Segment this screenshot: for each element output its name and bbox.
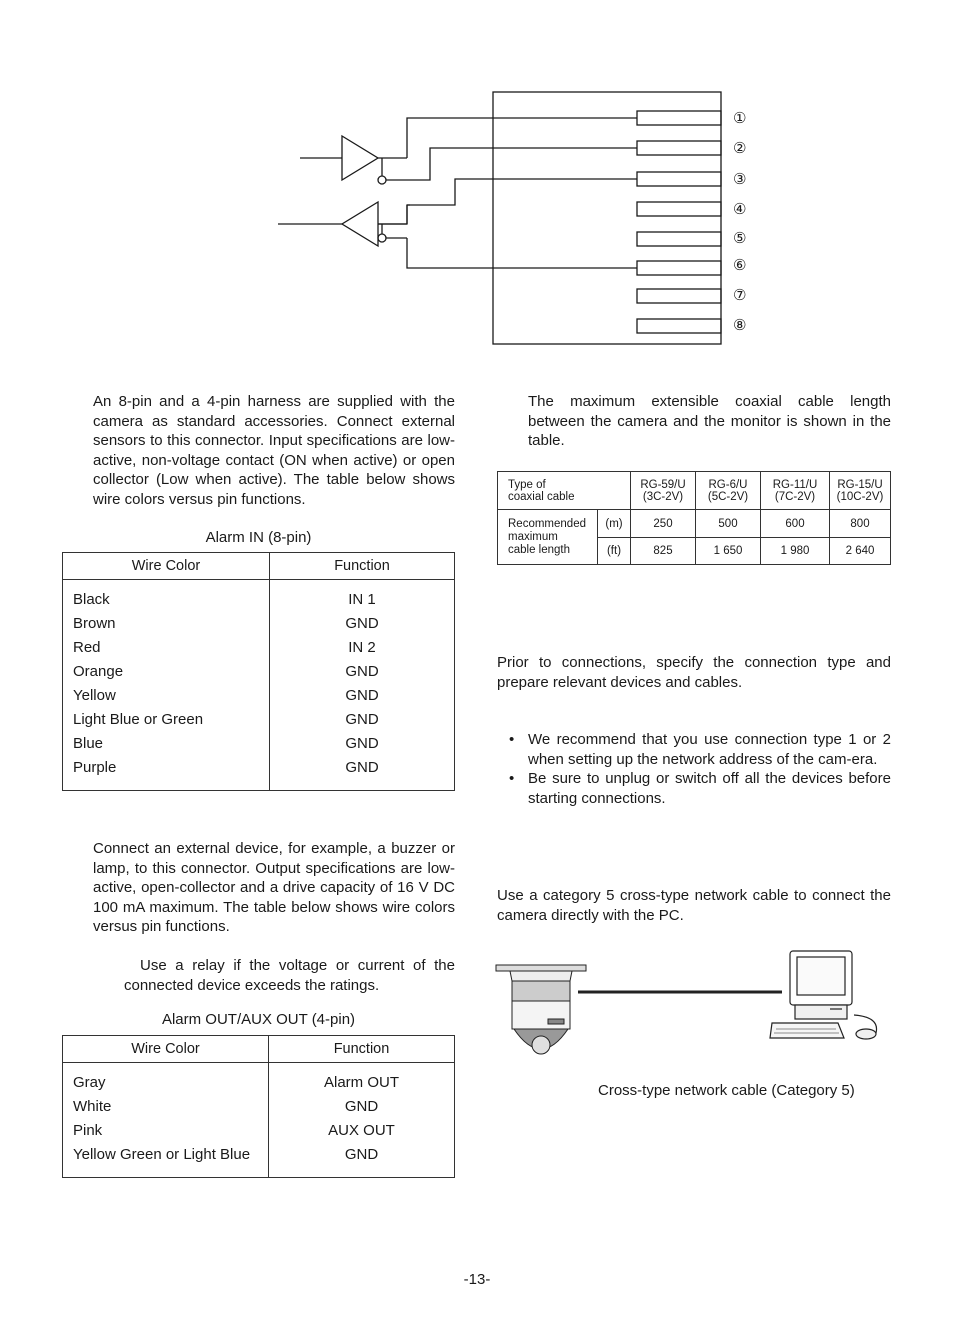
length-label-line: maximum	[508, 530, 558, 543]
bullet-item: • We recommend that you use connection type 1 or 2 when setting up the network address of the cam-era.	[497, 730, 891, 769]
table-cell: GND	[345, 759, 379, 776]
cable-name: RG-11/U	[772, 478, 818, 491]
table-cell: GND	[344, 1146, 379, 1163]
table-cell: GND	[345, 711, 379, 728]
alarm-out-paragraph: Connect an external device, for example, a buzzer or lamp, to this connector. Output specifications are low-active, open-collector and a drive capacity of 16 V DC 100 mA maximum. The table below shows wire colors versus pin functions.	[93, 840, 455, 935]
unit-cell: (m)	[598, 510, 631, 538]
function-column	[270, 580, 455, 791]
alarm-in-caption: Alarm IN (8-pin)	[205, 529, 312, 546]
pin-label: ②	[733, 140, 747, 157]
type-label-cell	[498, 472, 631, 510]
prior-paragraph: Prior to connections, specify the connection type and prepare relevant devices and cables.	[497, 654, 891, 691]
table-cell: 800	[830, 510, 891, 538]
cable-code: (7C-2V)	[774, 490, 816, 503]
note-bullet-list	[497, 730, 891, 808]
alarm-in-table	[62, 552, 455, 791]
page-number: -13-	[463, 1271, 491, 1288]
table-header-function: Function	[270, 553, 455, 580]
pin-label: ①	[733, 110, 747, 127]
length-label-line: Recommended	[508, 517, 586, 530]
pin-label: ③	[733, 171, 747, 188]
table-cell: Blue	[73, 735, 104, 752]
circuit-diagram	[0, 0, 954, 360]
cable-header	[696, 472, 761, 510]
table-cell: 250	[631, 510, 696, 538]
coax-cable-table	[497, 471, 891, 565]
wire-color-column	[63, 580, 270, 791]
alarm-in-paragraph: An 8-pin and a 4-pin harness are supplied with the camera as standard accessories. Connect external sensors to this connector. Input specifications are low-active, non-voltage contact (ON when active) or open collector (Low when active). The table below shows wire colors versus pin functions.	[93, 393, 455, 508]
table-cell: Gray	[73, 1074, 106, 1091]
cable-name: RG-59/U	[640, 478, 686, 491]
cable-caption: Cross-type network cable (Category 5)	[598, 1082, 855, 1099]
camera-icon	[496, 965, 586, 1054]
table-cell: Black	[73, 591, 110, 608]
wire-color-column	[63, 1063, 269, 1178]
pc-icon	[770, 951, 877, 1039]
table-cell: IN 1	[348, 591, 376, 608]
cross-paragraph: Use a category 5 cross-type network cable to connect the camera directly with the PC.	[497, 887, 891, 924]
table-cell: 1 980	[761, 538, 830, 565]
pin-label: ④	[733, 201, 747, 218]
unit-cell: (ft)	[598, 538, 631, 565]
relay-note: Use a relay if the voltage or current of the connected device exceeds the ratings.	[124, 957, 455, 994]
table-header-function: Function	[269, 1036, 455, 1063]
table-header-wire-color: Wire Color	[63, 553, 270, 580]
coax-paragraph: The maximum extensible coaxial cable length between the camera and the monitor is shown in the table.	[528, 393, 891, 449]
cable-header	[631, 472, 696, 510]
length-label-line: cable length	[508, 543, 571, 556]
cable-name: RG-6/U	[708, 478, 748, 491]
table-cell: GND	[345, 735, 379, 752]
alarm-out-caption: Alarm OUT/AUX OUT (4-pin)	[161, 1011, 356, 1028]
cable-header	[761, 472, 830, 510]
table-cell: IN 2	[348, 639, 376, 656]
table-cell: AUX OUT	[328, 1122, 395, 1139]
connection-illustration	[490, 945, 890, 1065]
table-cell: Alarm OUT	[324, 1074, 399, 1091]
table-cell: GND	[345, 663, 379, 680]
cable-code: (3C-2V)	[642, 490, 684, 503]
pin-label: ⑧	[733, 317, 747, 334]
table-cell: GND	[345, 687, 379, 704]
pin-label: ⑥	[733, 257, 747, 274]
table-cell: Red	[73, 639, 101, 656]
bullet-item: • Be sure to unplug or switch off all the devices before starting connections.	[497, 769, 891, 808]
table-cell: 600	[761, 510, 830, 538]
table-header-wire-color: Wire Color	[63, 1036, 269, 1063]
pin-label: ⑤	[733, 230, 747, 247]
length-label-cell	[498, 510, 598, 565]
table-cell: 500	[696, 510, 761, 538]
table-cell: GND	[344, 1098, 379, 1115]
cable-code: (10C-2V)	[836, 490, 884, 503]
table-cell: Light Blue or Green	[73, 711, 204, 728]
pin-label: ⑦	[733, 287, 747, 304]
function-column	[269, 1063, 455, 1178]
table-cell: Orange	[73, 663, 124, 680]
type-label-line: coaxial cable	[508, 490, 575, 503]
table-cell: Purple	[73, 759, 117, 776]
cable-name: RG-15/U	[837, 478, 883, 491]
table-cell: Yellow Green or Light Blue	[73, 1146, 251, 1163]
type-label-line: Type of	[508, 478, 546, 491]
table-cell: Pink	[73, 1122, 103, 1139]
cable-code: (5C-2V)	[707, 490, 749, 503]
table-cell: Brown	[73, 615, 116, 632]
table-cell: White	[73, 1098, 112, 1115]
table-cell: GND	[345, 615, 379, 632]
table-cell: 1 650	[696, 538, 761, 565]
cable-header	[830, 472, 891, 510]
table-cell: 2 640	[830, 538, 891, 565]
alarm-out-table	[62, 1035, 455, 1178]
table-cell: 825	[631, 538, 696, 565]
table-cell: Yellow	[73, 687, 116, 704]
